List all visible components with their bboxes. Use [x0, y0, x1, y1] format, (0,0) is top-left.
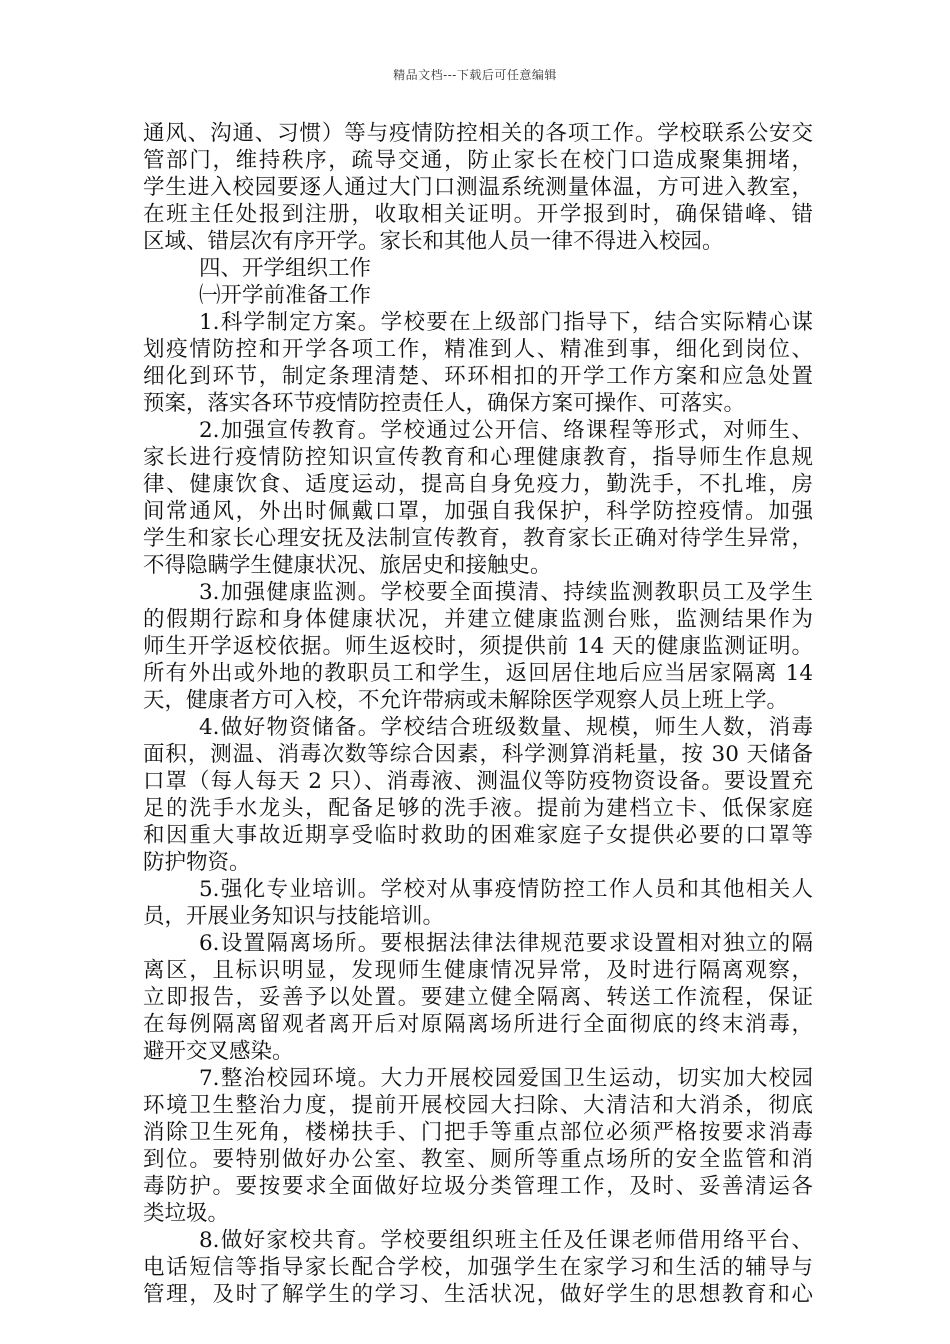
text-line: 的假期行踪和身体健康状况，并建立健康监测台账，监测结果作为	[143, 607, 813, 632]
text-line: 在班主任处报到注册，收取相关证明。开学报到时，确保错峰、错	[143, 202, 813, 227]
text-line: 四、开学组织工作	[199, 256, 372, 281]
text-line: 8.做好家校共育。学校要组织班主任及任课老师借用络平台、	[199, 1228, 813, 1253]
text-line: 6.设置隔离场所。要根据法律法律规范要求设置相对独立的隔	[199, 931, 813, 956]
text-line: 员，开展业务知识与技能培训。	[143, 904, 445, 929]
text-line: 3.加强健康监测。学校要全面摸清、持续监测教职员工及学生	[199, 580, 813, 605]
text-line: 消除卫生死角，楼梯扶手、门把手等重点部位必须严格按要求消毒	[143, 1120, 813, 1145]
text-line: 细化到环节，制定条理清楚、环环相扣的开学工作方案和应急处置	[143, 364, 813, 389]
text-line: 类垃圾。	[143, 1201, 230, 1226]
text-line: 7.整治校园环境。大力开展校园爱国卫生运动，切实加大校园	[199, 1066, 813, 1091]
text-line: 环境卫生整治力度，提前开展校园大扫除、大清洁和大消杀，彻底	[143, 1093, 813, 1118]
text-line: 所有外出或外地的教职员工和学生，返回居住地后应当居家隔离 14	[143, 661, 813, 686]
text-line: 家长进行疫情防控知识宣传教育和心理健康教育，指导师生作息规	[143, 445, 813, 470]
text-line: 预案，落实各环节疫情防控责任人，确保方案可操作、可落实。	[143, 391, 746, 416]
text-line: 离区，且标识明显，发现师生健康情况异常，及时进行隔离观察，	[143, 958, 813, 983]
text-line: 防护物资。	[143, 850, 251, 875]
text-line: 学生进入校园要逐人通过大门口测温系统测量体温，方可进入教室，	[143, 175, 813, 200]
text-line: 师生开学返校依据。师生返校时，须提供前 14 天的健康监测证明。	[143, 634, 813, 659]
text-line: 2.加强宣传教育。学校通过公开信、络课程等形式，对师生、	[199, 418, 813, 443]
text-line: 1.科学制定方案。学校要在上级部门指导下，结合实际精心谋	[199, 310, 813, 335]
text-line: 避开交叉感染。	[143, 1039, 294, 1064]
text-line: 足的洗手水龙头，配备足够的洗手液。提前为建档立卡、低保家庭	[143, 796, 813, 821]
text-line: 面积，测温、消毒次数等综合因素，科学测算消耗量，按 30 天储备	[143, 742, 813, 767]
text-line: 通风、沟通、习惯）等与疫情防控相关的各项工作。学校联系公安交	[143, 121, 813, 146]
text-line: 毒防护。要按要求全面做好垃圾分类管理工作，及时、妥善清运各	[143, 1174, 813, 1199]
text-line: 在每例隔离留观者离开后对原隔离场所进行全面彻底的终末消毒，	[143, 1012, 813, 1037]
text-line: 和因重大事故近期享受临时救助的困难家庭子女提供必要的口罩等	[143, 823, 813, 848]
text-line: 电话短信等指导家长配合学校，加强学生在家学习和生活的辅导与	[143, 1255, 813, 1280]
text-line: 管部门，维持秩序，疏导交通，防止家长在校门口造成聚集拥堵，	[143, 148, 813, 173]
text-line: 天，健康者方可入校，不允许带病或未解除医学观察人员上班上学。	[143, 688, 789, 713]
text-line: 划疫情防控和开学各项工作，精准到人、精准到事，细化到岗位、	[143, 337, 813, 362]
text-line: ㈠开学前准备工作	[199, 283, 372, 308]
text-line: 律、健康饮食、适度运动，提高自身免疫力，勤洗手，不扎堆，房	[143, 472, 813, 497]
text-line: 间常通风，外出时佩戴口罩，加强自我保护，科学防控疫情。加强	[143, 499, 813, 524]
document-body	[143, 120, 813, 1308]
text-line: 4.做好物资储备。学校结合班级数量、规模，师生人数，消毒	[199, 715, 813, 740]
text-line: 不得隐瞒学生健康状况、旅居史和接触史。	[143, 553, 552, 578]
text-line: 5.强化专业培训。学校对从事疫情防控工作人员和其他相关人	[199, 877, 813, 902]
text-line: 口罩（每人每天 2 只）、消毒液、测温仪等防疫物资设备。要设置充	[143, 769, 813, 794]
text-line: 立即报告，妥善予以处置。要建立健全隔离、转送工作流程，保证	[143, 985, 813, 1010]
text-line: 区域、错层次有序开学。家长和其他人员一律不得进入校园。	[143, 229, 724, 254]
text-line: 到位。要特别做好办公室、教室、厕所等重点场所的安全监管和消	[143, 1147, 813, 1172]
page-header: 精品文档---下载后可任意编辑	[393, 68, 557, 82]
text-line: 管理，及时了解学生的学习、生活状况，做好学生的思想教育和心	[143, 1282, 813, 1307]
text-line: 学生和家长心理安抚及法制宣传教育，教育家长正确对待学生异常，	[143, 526, 813, 551]
